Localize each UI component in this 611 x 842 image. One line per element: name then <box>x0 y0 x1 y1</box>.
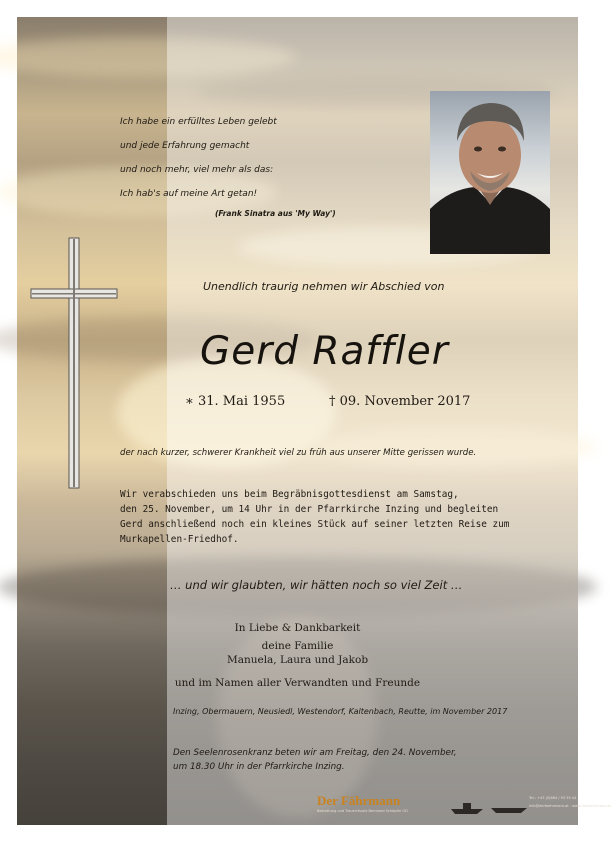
obituary-card <box>17 17 611 825</box>
funeral-line: Wir verabschieden uns beim Begräbnisgottesdienst am Samstag, <box>120 489 459 500</box>
footer-info: info@derfaehrmann.at · www.derfaehrmann.at <box>529 804 611 808</box>
portrait-figure <box>430 91 550 254</box>
quote-attribution: (Frank Sinatra aus 'My Way') <box>215 209 336 218</box>
rosary-line: um 18.30 Uhr in der Pfarrkirche Inzing. <box>173 762 345 772</box>
footer-brand-sub: Bestattung und Trauerrituale Bernhard Schöpfer OG <box>317 809 408 813</box>
quote-line: Ich habe ein erfülltes Leben gelebt <box>120 117 277 127</box>
family-line: deine Familie <box>261 640 334 652</box>
boat-icon <box>489 802 529 814</box>
quote-line: und jede Erfahrung gemacht <box>120 141 250 151</box>
funeral-line: den 25. November, um 14 Uhr in der Pfarrkirche Inzing und begleiten <box>120 504 499 515</box>
cross-icon <box>31 238 117 488</box>
death-date: † 09. November 2017 <box>329 394 471 409</box>
cause-line: der nach kurzer, schwerer Krankheit viel zu früh aus unserer Mitte gerissen wurde. <box>120 448 477 458</box>
portrait-photo <box>430 91 550 254</box>
birth-date: ∗ 31. Mai 1955 <box>185 394 286 409</box>
quote-line: und noch mehr, viel mehr als das: <box>120 165 274 175</box>
family-line: Manuela, Laura und Jakob <box>226 654 369 666</box>
quote-line: Ich hab's auf meine Art getan! <box>120 189 258 199</box>
time-quote: … und wir glaubten, wir hätten noch so viel Zeit … <box>170 578 463 592</box>
places-date: Inzing, Obermauern, Neusiedl, Westendorf, Kaltenbach, Reutte, im November 2017 <box>173 707 508 716</box>
intro-line: Unendlich traurig nehmen wir Abschied von <box>203 280 445 293</box>
deceased-name: Gerd Raffler <box>200 329 449 374</box>
footer-brand: Der Fährmann <box>317 793 401 808</box>
boat-icon <box>449 801 485 815</box>
funeral-line: Murkapellen-Friedhof. <box>120 534 239 545</box>
footer-info: Tel.: +43 (0)664 / 93 39 44 <box>529 796 577 800</box>
family-line: und im Namen aller Verwandten und Freunde <box>174 677 421 689</box>
family-line: In Liebe & Dankbarkeit <box>234 622 361 634</box>
funeral-line: Gerd anschließend noch ein kleines Stück auf seiner letzten Reise zum <box>120 519 510 530</box>
rosary-line: Den Seelenrosenkranz beten wir am Freitag, den 24. November, <box>173 748 457 758</box>
